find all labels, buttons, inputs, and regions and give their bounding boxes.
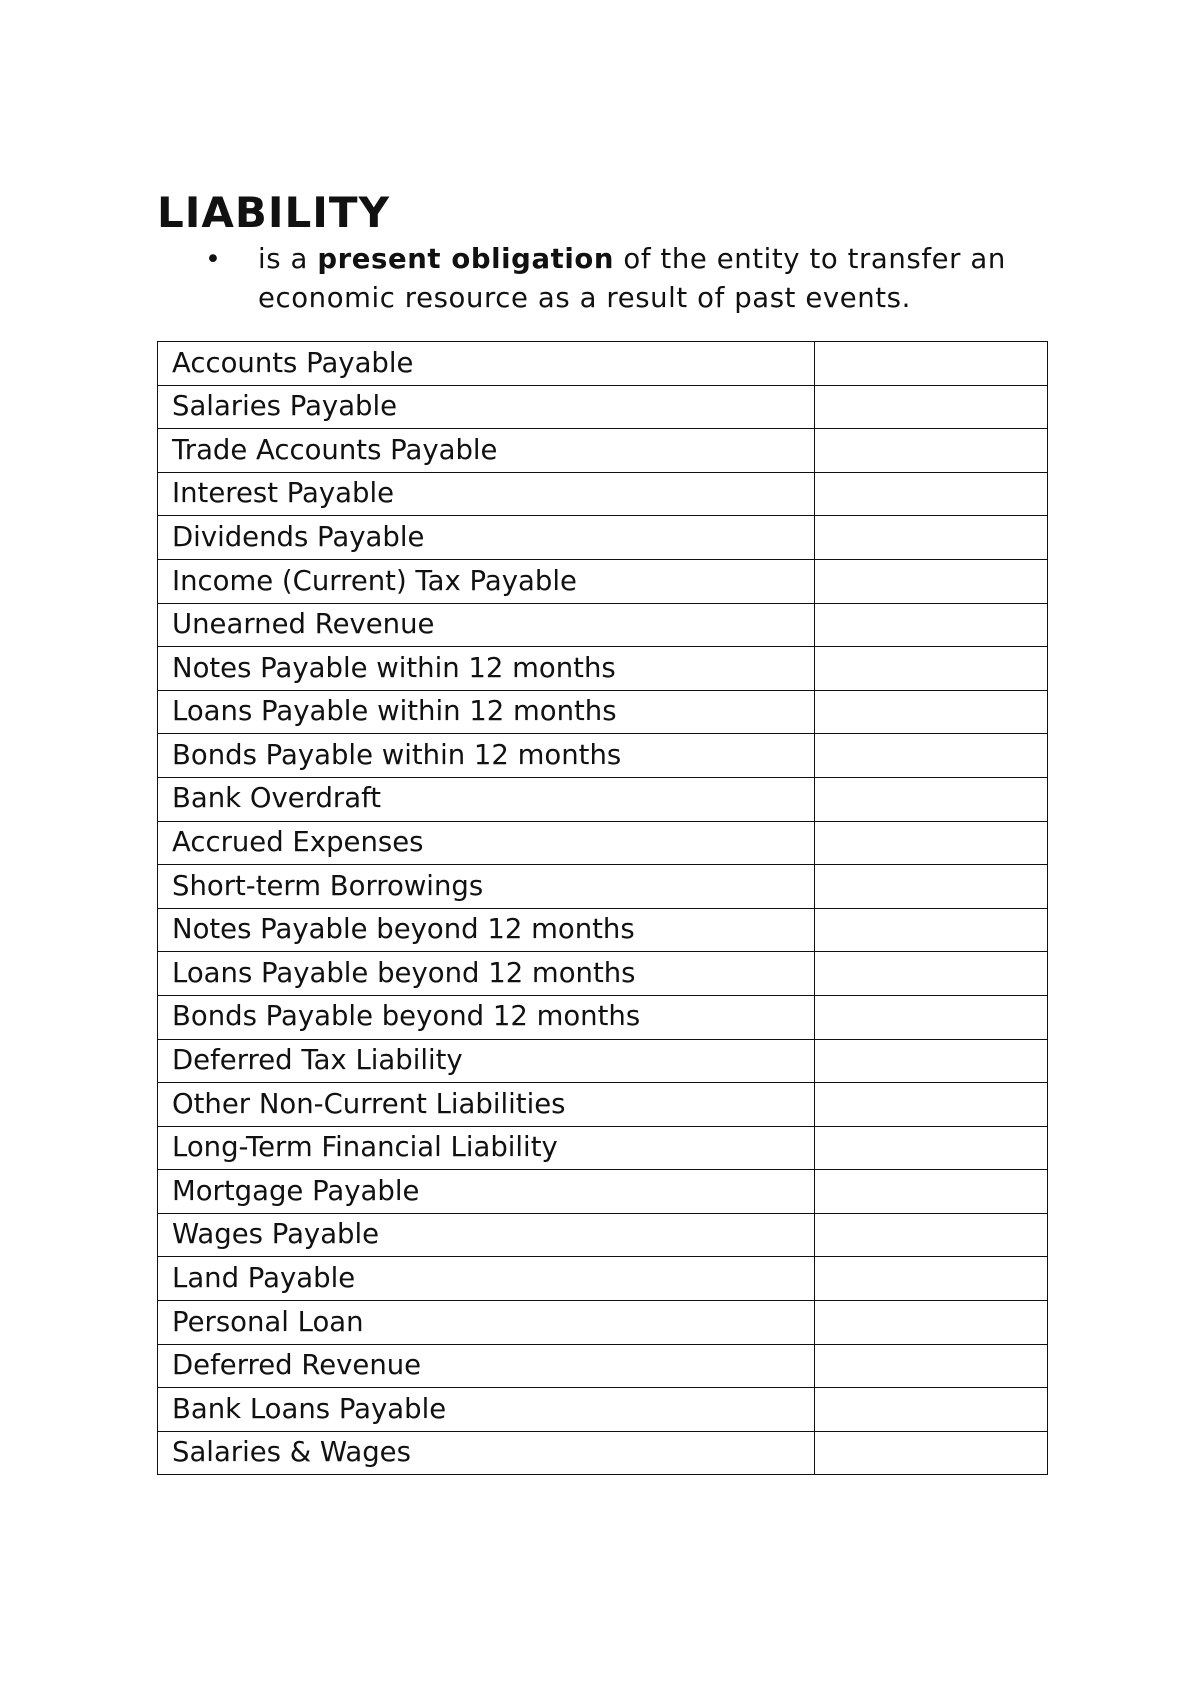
answer-cell[interactable] — [814, 1301, 1047, 1345]
liability-name-cell: Land Payable — [158, 1257, 815, 1301]
liability-name-cell: Income (Current) Tax Payable — [158, 559, 815, 603]
answer-cell[interactable] — [814, 647, 1047, 691]
definition-text-before: is a — [258, 243, 318, 275]
table-row — [158, 472, 1048, 516]
table-row — [158, 647, 1048, 691]
liability-name-cell: Notes Payable within 12 months — [158, 647, 815, 691]
liability-name-cell: Unearned Revenue — [158, 603, 815, 647]
liability-name-cell: Accrued Expenses — [158, 821, 815, 865]
table-row — [158, 952, 1048, 996]
answer-cell[interactable] — [814, 342, 1047, 386]
answer-cell[interactable] — [814, 1126, 1047, 1170]
table-row — [158, 821, 1048, 865]
table-row — [158, 1039, 1048, 1083]
table-row — [158, 690, 1048, 734]
answer-cell[interactable] — [814, 777, 1047, 821]
liability-name-cell: Mortgage Payable — [158, 1170, 815, 1214]
answer-cell[interactable] — [814, 821, 1047, 865]
answer-cell[interactable] — [814, 1257, 1047, 1301]
liability-name-cell: Trade Accounts Payable — [158, 429, 815, 473]
answer-cell[interactable] — [814, 1039, 1047, 1083]
table-row — [158, 734, 1048, 778]
answer-cell[interactable] — [814, 865, 1047, 909]
table-row — [158, 777, 1048, 821]
answer-cell[interactable] — [814, 908, 1047, 952]
table-row — [158, 1431, 1048, 1475]
table-row — [158, 516, 1048, 560]
answer-cell[interactable] — [814, 1388, 1047, 1432]
table-row — [158, 1344, 1048, 1388]
liabilities-table-body — [158, 342, 1048, 1475]
liability-name-cell: Interest Payable — [158, 472, 815, 516]
table-row — [158, 995, 1048, 1039]
answer-cell[interactable] — [814, 603, 1047, 647]
answer-cell[interactable] — [814, 690, 1047, 734]
liability-name-cell: Salaries & Wages — [158, 1431, 815, 1475]
table-row — [158, 1083, 1048, 1127]
liability-name-cell: Bonds Payable within 12 months — [158, 734, 815, 778]
table-row — [158, 1388, 1048, 1432]
liability-name-cell: Loans Payable beyond 12 months — [158, 952, 815, 996]
table-row — [158, 1257, 1048, 1301]
answer-cell[interactable] — [814, 429, 1047, 473]
answer-cell[interactable] — [814, 995, 1047, 1039]
document-page — [157, 188, 1047, 1469]
table-row — [158, 603, 1048, 647]
liabilities-table — [157, 341, 1048, 1475]
answer-cell[interactable] — [814, 952, 1047, 996]
liability-name-cell: Short-term Borrowings — [158, 865, 815, 909]
answer-cell[interactable] — [814, 385, 1047, 429]
liability-name-cell: Bonds Payable beyond 12 months — [158, 995, 815, 1039]
table-row — [158, 1301, 1048, 1345]
table-row — [158, 865, 1048, 909]
table-row — [158, 385, 1048, 429]
liability-name-cell: Accounts Payable — [158, 342, 815, 386]
table-row — [158, 1170, 1048, 1214]
liability-name-cell: Deferred Revenue — [158, 1344, 815, 1388]
table-row — [158, 342, 1048, 386]
answer-cell[interactable] — [814, 1170, 1047, 1214]
answer-cell[interactable] — [814, 1083, 1047, 1127]
answer-cell[interactable] — [814, 516, 1047, 560]
liability-name-cell: Loans Payable within 12 months — [158, 690, 815, 734]
answer-cell[interactable] — [814, 1344, 1047, 1388]
liability-name-cell: Wages Payable — [158, 1213, 815, 1257]
table-row — [158, 429, 1048, 473]
liability-name-cell: Notes Payable beyond 12 months — [158, 908, 815, 952]
page-title: LIABILITY — [157, 188, 390, 237]
answer-cell[interactable] — [814, 1431, 1047, 1475]
liability-name-cell: Dividends Payable — [158, 516, 815, 560]
bullet-icon: • — [205, 244, 222, 275]
answer-cell[interactable] — [814, 472, 1047, 516]
table-row — [158, 1213, 1048, 1257]
answer-cell[interactable] — [814, 559, 1047, 603]
liability-name-cell: Bank Loans Payable — [158, 1388, 815, 1432]
liability-name-cell: Personal Loan — [158, 1301, 815, 1345]
answer-cell[interactable] — [814, 734, 1047, 778]
definition-text-bold: present obligation — [317, 243, 615, 275]
liability-name-cell: Other Non-Current Liabilities — [158, 1083, 815, 1127]
definition-item — [157, 240, 1047, 318]
liability-name-cell: Deferred Tax Liability — [158, 1039, 815, 1083]
liability-name-cell: Bank Overdraft — [158, 777, 815, 821]
definition-text-after: of the entity to transfer an economic resource as a result of past events. — [258, 243, 1006, 314]
table-row — [158, 559, 1048, 603]
definition-list — [157, 240, 1047, 318]
liability-name-cell: Salaries Payable — [158, 385, 815, 429]
answer-cell[interactable] — [814, 1213, 1047, 1257]
liability-name-cell: Long-Term Financial Liability — [158, 1126, 815, 1170]
table-row — [158, 908, 1048, 952]
table-row — [158, 1126, 1048, 1170]
